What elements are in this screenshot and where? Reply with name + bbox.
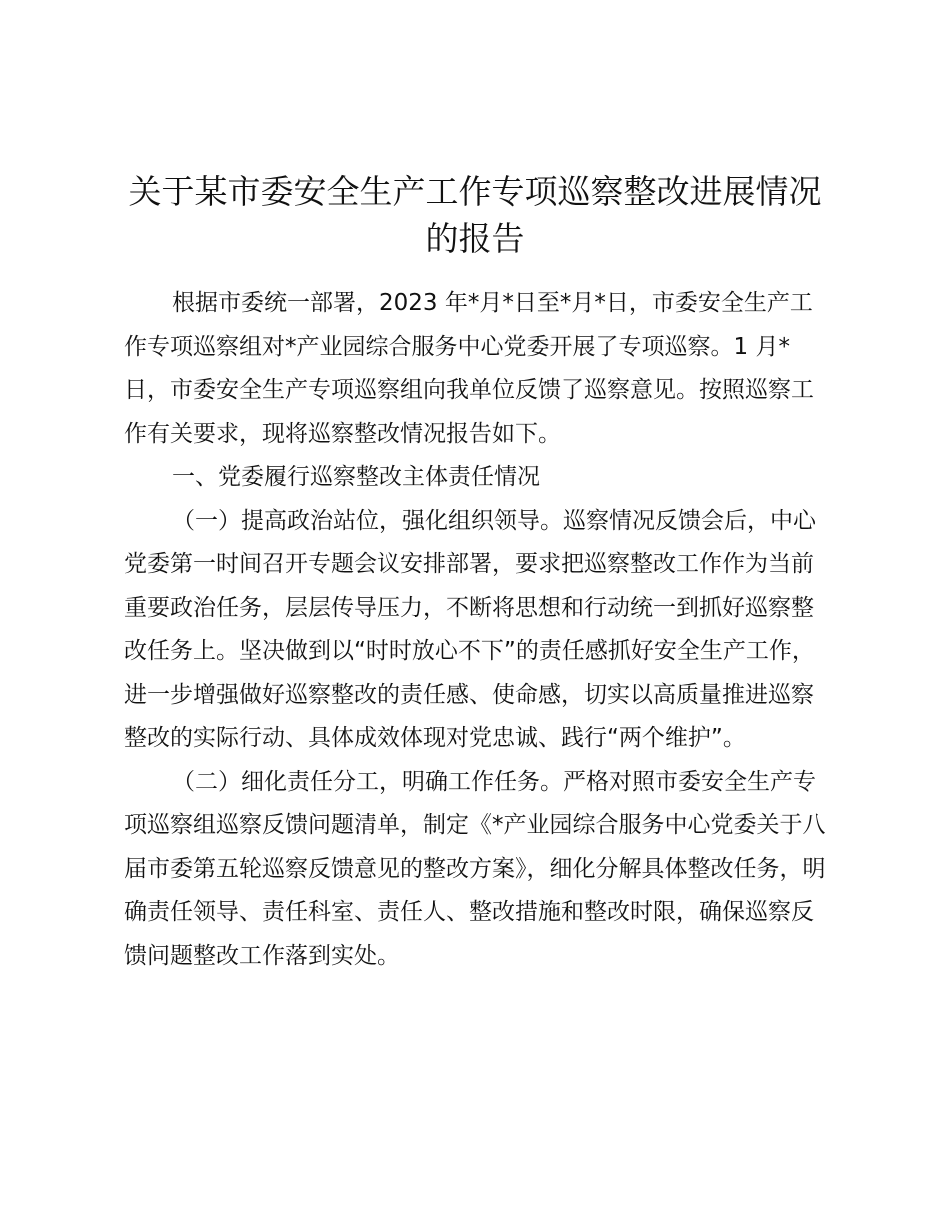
intro-paragraph: 根据市委统一部署，2023 年*月*日至*月*日，市委安全生产工作专项巡察组对*产业园综合服务中心党委开展了专项巡察。1 月*日，市委安全生产专项巡察组向我单位反馈了巡察意见。按照巡察工作有关要求，现将巡察整改情况报告如下。 [124, 290, 814, 447]
document-body [124, 282, 830, 978]
subsection-paragraph-1: （一）提高政治站位，强化组织领导。巡察情况反馈会后，中心党委第一时间召开专题会议安排部署，要求把巡察整改工作作为当前重要政治任务，层层传导压力，不断将思想和行动统一到抓好巡察整改任务上。坚决做到以“时时放心不下”的责任感抓好安全生产工作，进一步增强做好巡察整改的责任感、使命感，切实以高质量推进巡察整改的实际行动、具体成效体现对党忠诚、践行“两个维护”。 [124, 507, 816, 751]
subsection-paragraph-2: （二）细化责任分工，明确工作任务。严格对照市委安全生产专项巡察组巡察反馈问题清单，制定《*产业园综合服务中心党委关于八届市委第五轮巡察反馈意见的整改方案》，细化分解具体整改任务，明确责任领导、责任科室、责任人、整改措施和整改时限，确保巡察反馈问题整改工作落到实处。 [124, 768, 826, 969]
document-title: 关于某市委安全生产工作专项巡察整改进展情况的报告 [128, 172, 822, 258]
section-heading-1: 一、党委履行巡察整改主体责任情况 [172, 464, 540, 490]
